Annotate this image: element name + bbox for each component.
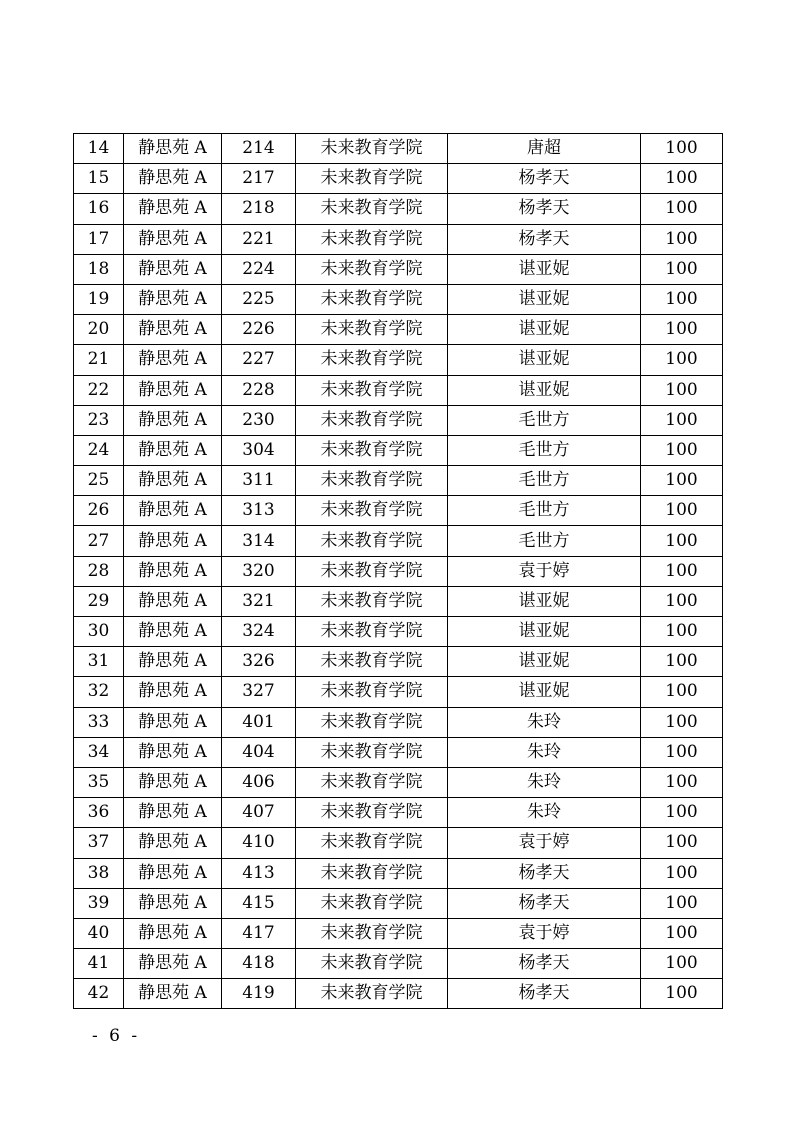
room-cell: 413 — [222, 858, 296, 888]
table-row — [74, 496, 723, 526]
table-row — [74, 466, 723, 496]
person-cell: 谌亚妮 — [448, 647, 641, 677]
score-cell: 100 — [641, 345, 723, 375]
person-cell: 谌亚妮 — [448, 375, 641, 405]
table-body — [74, 134, 723, 1009]
table-row — [74, 647, 723, 677]
person-cell: 朱玲 — [448, 707, 641, 737]
row-number-cell: 29 — [74, 586, 124, 616]
room-cell: 407 — [222, 798, 296, 828]
building-cell: 静思苑 A — [124, 466, 222, 496]
person-cell: 毛世方 — [448, 526, 641, 556]
person-cell: 毛世方 — [448, 435, 641, 465]
table-row — [74, 254, 723, 284]
row-number-cell: 33 — [74, 707, 124, 737]
row-number-cell: 18 — [74, 254, 124, 284]
row-number-cell: 24 — [74, 435, 124, 465]
room-cell: 404 — [222, 737, 296, 767]
row-number-cell: 41 — [74, 949, 124, 979]
building-cell: 静思苑 A — [124, 918, 222, 948]
person-cell: 朱玲 — [448, 767, 641, 797]
row-number-cell: 40 — [74, 918, 124, 948]
table-row — [74, 405, 723, 435]
table-row — [74, 798, 723, 828]
table-row — [74, 315, 723, 345]
building-cell: 静思苑 A — [124, 828, 222, 858]
college-cell: 未来教育学院 — [296, 949, 448, 979]
person-cell: 杨孝天 — [448, 164, 641, 194]
person-cell: 谌亚妮 — [448, 617, 641, 647]
score-cell: 100 — [641, 315, 723, 345]
person-cell: 杨孝天 — [448, 979, 641, 1009]
table-row — [74, 375, 723, 405]
building-cell: 静思苑 A — [124, 767, 222, 797]
person-cell: 谌亚妮 — [448, 315, 641, 345]
room-cell: 419 — [222, 979, 296, 1009]
person-cell: 杨孝天 — [448, 888, 641, 918]
person-cell: 杨孝天 — [448, 858, 641, 888]
score-cell: 100 — [641, 677, 723, 707]
row-number-cell: 37 — [74, 828, 124, 858]
room-cell: 221 — [222, 224, 296, 254]
score-cell: 100 — [641, 918, 723, 948]
college-cell: 未来教育学院 — [296, 224, 448, 254]
college-cell: 未来教育学院 — [296, 828, 448, 858]
person-cell: 袁于婷 — [448, 556, 641, 586]
building-cell: 静思苑 A — [124, 284, 222, 314]
building-cell: 静思苑 A — [124, 737, 222, 767]
row-number-cell: 34 — [74, 737, 124, 767]
room-cell: 406 — [222, 767, 296, 797]
row-number-cell: 22 — [74, 375, 124, 405]
building-cell: 静思苑 A — [124, 405, 222, 435]
score-cell: 100 — [641, 858, 723, 888]
row-number-cell: 14 — [74, 134, 124, 164]
room-cell: 304 — [222, 435, 296, 465]
building-cell: 静思苑 A — [124, 677, 222, 707]
room-cell: 326 — [222, 647, 296, 677]
building-cell: 静思苑 A — [124, 435, 222, 465]
building-cell: 静思苑 A — [124, 194, 222, 224]
college-cell: 未来教育学院 — [296, 164, 448, 194]
row-number-cell: 25 — [74, 466, 124, 496]
room-cell: 226 — [222, 315, 296, 345]
college-cell: 未来教育学院 — [296, 315, 448, 345]
score-cell: 100 — [641, 798, 723, 828]
room-cell: 410 — [222, 828, 296, 858]
building-cell: 静思苑 A — [124, 134, 222, 164]
room-cell: 401 — [222, 707, 296, 737]
college-cell: 未来教育学院 — [296, 405, 448, 435]
score-cell: 100 — [641, 586, 723, 616]
row-number-cell: 16 — [74, 194, 124, 224]
college-cell: 未来教育学院 — [296, 375, 448, 405]
score-cell: 100 — [641, 526, 723, 556]
row-number-cell: 17 — [74, 224, 124, 254]
building-cell: 静思苑 A — [124, 617, 222, 647]
person-cell: 唐超 — [448, 134, 641, 164]
row-number-cell: 42 — [74, 979, 124, 1009]
building-cell: 静思苑 A — [124, 888, 222, 918]
building-cell: 静思苑 A — [124, 556, 222, 586]
person-cell: 谌亚妮 — [448, 345, 641, 375]
college-cell: 未来教育学院 — [296, 888, 448, 918]
building-cell: 静思苑 A — [124, 858, 222, 888]
building-cell: 静思苑 A — [124, 798, 222, 828]
room-cell: 418 — [222, 949, 296, 979]
row-number-cell: 39 — [74, 888, 124, 918]
page-number: - 6 - — [92, 1026, 141, 1046]
row-number-cell: 31 — [74, 647, 124, 677]
college-cell: 未来教育学院 — [296, 647, 448, 677]
room-cell: 230 — [222, 405, 296, 435]
room-cell: 313 — [222, 496, 296, 526]
table-row — [74, 707, 723, 737]
table-row — [74, 586, 723, 616]
person-cell: 杨孝天 — [448, 194, 641, 224]
room-cell: 227 — [222, 345, 296, 375]
college-cell: 未来教育学院 — [296, 435, 448, 465]
college-cell: 未来教育学院 — [296, 586, 448, 616]
college-cell: 未来教育学院 — [296, 284, 448, 314]
score-cell: 100 — [641, 134, 723, 164]
college-cell: 未来教育学院 — [296, 345, 448, 375]
table-row — [74, 134, 723, 164]
row-number-cell: 19 — [74, 284, 124, 314]
table-row — [74, 767, 723, 797]
person-cell: 毛世方 — [448, 496, 641, 526]
college-cell: 未来教育学院 — [296, 526, 448, 556]
row-number-cell: 26 — [74, 496, 124, 526]
college-cell: 未来教育学院 — [296, 918, 448, 948]
row-number-cell: 38 — [74, 858, 124, 888]
table-row — [74, 949, 723, 979]
row-number-cell: 28 — [74, 556, 124, 586]
room-cell: 314 — [222, 526, 296, 556]
room-cell: 415 — [222, 888, 296, 918]
table-row — [74, 345, 723, 375]
row-number-cell: 32 — [74, 677, 124, 707]
score-cell: 100 — [641, 737, 723, 767]
table-row — [74, 194, 723, 224]
building-cell: 静思苑 A — [124, 375, 222, 405]
building-cell: 静思苑 A — [124, 496, 222, 526]
table-row — [74, 828, 723, 858]
score-cell: 100 — [641, 466, 723, 496]
building-cell: 静思苑 A — [124, 345, 222, 375]
score-cell: 100 — [641, 888, 723, 918]
building-cell: 静思苑 A — [124, 254, 222, 284]
person-cell: 杨孝天 — [448, 224, 641, 254]
room-cell: 327 — [222, 677, 296, 707]
college-cell: 未来教育学院 — [296, 556, 448, 586]
building-cell: 静思苑 A — [124, 647, 222, 677]
row-number-cell: 36 — [74, 798, 124, 828]
building-cell: 静思苑 A — [124, 526, 222, 556]
person-cell: 谌亚妮 — [448, 284, 641, 314]
table-row — [74, 224, 723, 254]
college-cell: 未来教育学院 — [296, 466, 448, 496]
score-cell: 100 — [641, 828, 723, 858]
table-row — [74, 526, 723, 556]
score-cell: 100 — [641, 707, 723, 737]
building-cell: 静思苑 A — [124, 224, 222, 254]
score-cell: 100 — [641, 405, 723, 435]
table-row — [74, 284, 723, 314]
score-cell: 100 — [641, 284, 723, 314]
score-cell: 100 — [641, 556, 723, 586]
table-row — [74, 164, 723, 194]
college-cell: 未来教育学院 — [296, 194, 448, 224]
row-number-cell: 20 — [74, 315, 124, 345]
room-cell: 228 — [222, 375, 296, 405]
row-number-cell: 35 — [74, 767, 124, 797]
person-cell: 毛世方 — [448, 466, 641, 496]
table-row — [74, 737, 723, 767]
table-row — [74, 888, 723, 918]
college-cell: 未来教育学院 — [296, 798, 448, 828]
dormitory-inspection-table — [73, 133, 723, 1009]
score-cell: 100 — [641, 767, 723, 797]
college-cell: 未来教育学院 — [296, 707, 448, 737]
room-cell: 224 — [222, 254, 296, 284]
score-cell: 100 — [641, 496, 723, 526]
room-cell: 225 — [222, 284, 296, 314]
room-cell: 311 — [222, 466, 296, 496]
college-cell: 未来教育学院 — [296, 134, 448, 164]
building-cell: 静思苑 A — [124, 949, 222, 979]
table-row — [74, 979, 723, 1009]
person-cell: 袁于婷 — [448, 828, 641, 858]
building-cell: 静思苑 A — [124, 707, 222, 737]
table-row — [74, 858, 723, 888]
table-row — [74, 677, 723, 707]
score-cell: 100 — [641, 224, 723, 254]
score-cell: 100 — [641, 164, 723, 194]
college-cell: 未来教育学院 — [296, 496, 448, 526]
college-cell: 未来教育学院 — [296, 767, 448, 797]
building-cell: 静思苑 A — [124, 586, 222, 616]
score-cell: 100 — [641, 949, 723, 979]
table-row — [74, 556, 723, 586]
college-cell: 未来教育学院 — [296, 737, 448, 767]
room-cell: 321 — [222, 586, 296, 616]
table-row — [74, 918, 723, 948]
row-number-cell: 15 — [74, 164, 124, 194]
row-number-cell: 27 — [74, 526, 124, 556]
room-cell: 324 — [222, 617, 296, 647]
score-cell: 100 — [641, 194, 723, 224]
room-cell: 417 — [222, 918, 296, 948]
table-row — [74, 435, 723, 465]
room-cell: 218 — [222, 194, 296, 224]
college-cell: 未来教育学院 — [296, 677, 448, 707]
row-number-cell: 30 — [74, 617, 124, 647]
score-cell: 100 — [641, 647, 723, 677]
score-cell: 100 — [641, 979, 723, 1009]
building-cell: 静思苑 A — [124, 315, 222, 345]
person-cell: 谌亚妮 — [448, 677, 641, 707]
person-cell: 杨孝天 — [448, 949, 641, 979]
person-cell: 袁于婷 — [448, 918, 641, 948]
college-cell: 未来教育学院 — [296, 979, 448, 1009]
score-cell: 100 — [641, 254, 723, 284]
score-cell: 100 — [641, 375, 723, 405]
person-cell: 谌亚妮 — [448, 586, 641, 616]
row-number-cell: 21 — [74, 345, 124, 375]
college-cell: 未来教育学院 — [296, 617, 448, 647]
person-cell: 谌亚妮 — [448, 254, 641, 284]
college-cell: 未来教育学院 — [296, 858, 448, 888]
table-row — [74, 617, 723, 647]
person-cell: 朱玲 — [448, 737, 641, 767]
college-cell: 未来教育学院 — [296, 254, 448, 284]
building-cell: 静思苑 A — [124, 164, 222, 194]
person-cell: 毛世方 — [448, 405, 641, 435]
room-cell: 214 — [222, 134, 296, 164]
person-cell: 朱玲 — [448, 798, 641, 828]
score-cell: 100 — [641, 435, 723, 465]
score-cell: 100 — [641, 617, 723, 647]
room-cell: 320 — [222, 556, 296, 586]
row-number-cell: 23 — [74, 405, 124, 435]
building-cell: 静思苑 A — [124, 979, 222, 1009]
room-cell: 217 — [222, 164, 296, 194]
